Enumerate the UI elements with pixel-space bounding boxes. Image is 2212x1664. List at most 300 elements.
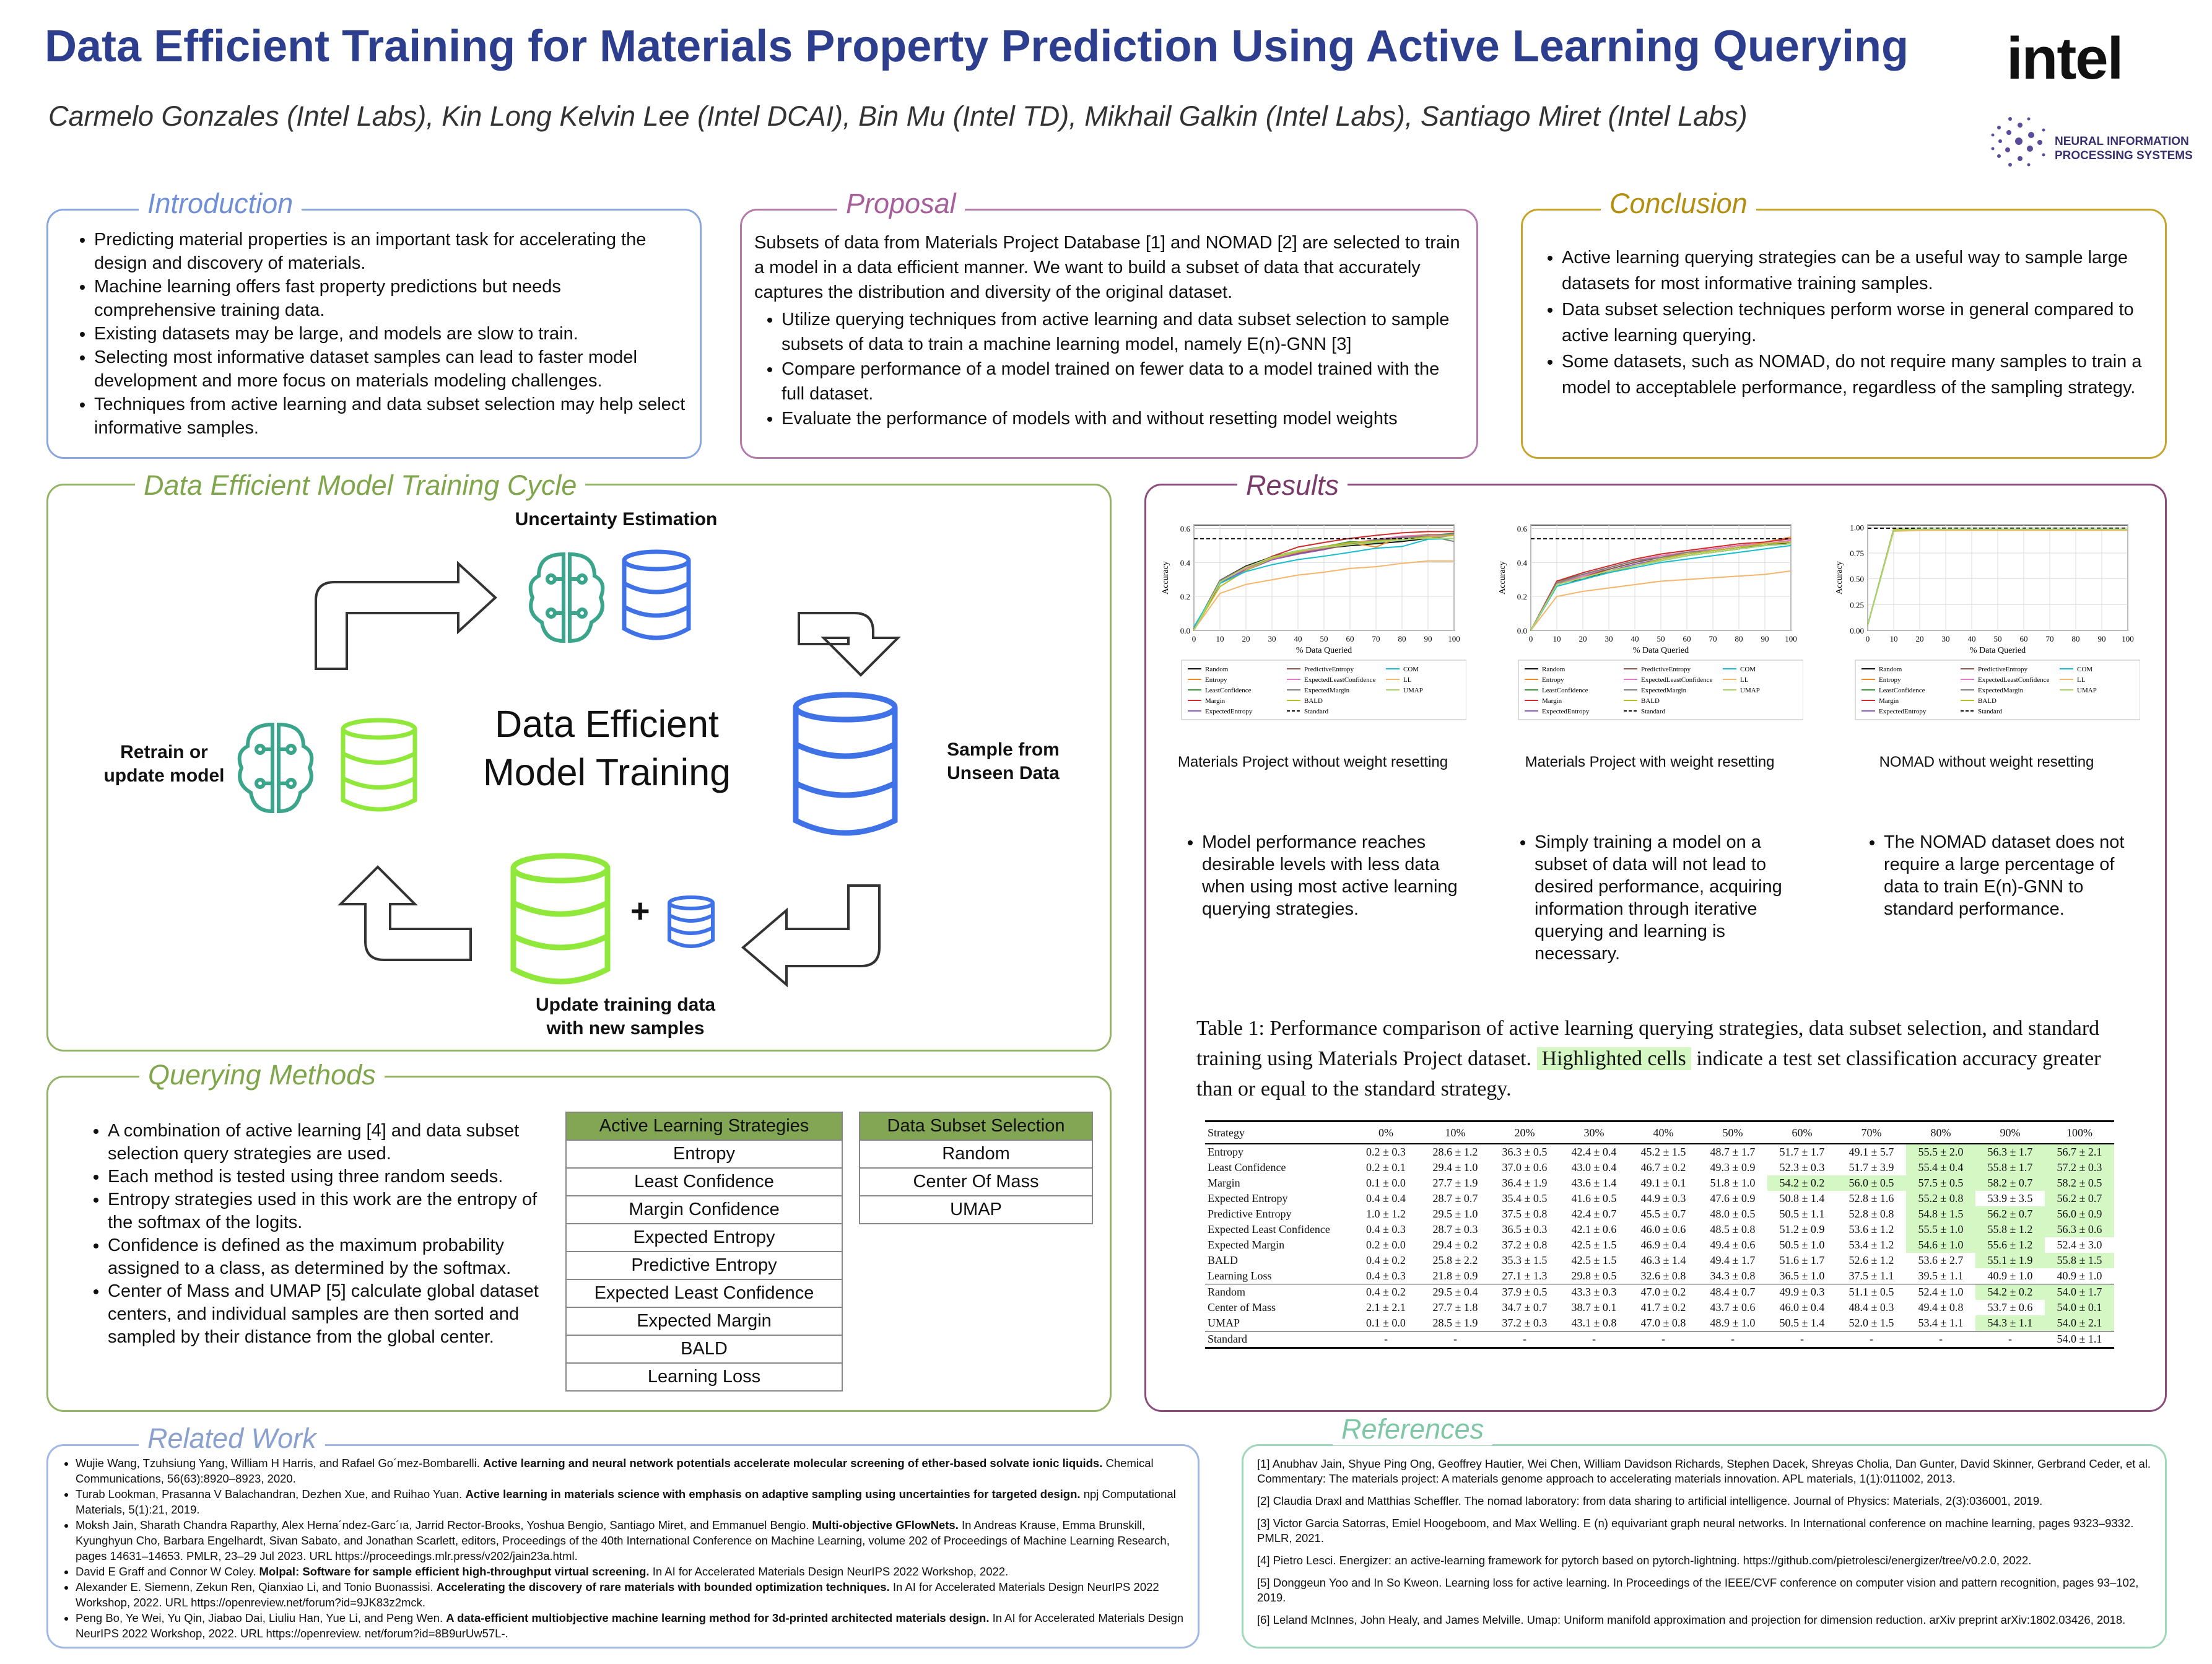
table-cell: 38.7 ± 0.1 xyxy=(1571,1301,1617,1313)
reference-item: [1] Anubhav Jain, Shyue Ping Ong, Geoffrey Hautier, Wei Chen, William Davidson Richards, Stephen Dacek, Shreyas Cholia, Dan Gunter, David Skinner, Gerbrand Ceder, et al. Commentary: The materials project: A materials genome approach to accelerating materials innovation. APL materials, 1(1):011002, 2013. xyxy=(1257,1457,2151,1485)
arrow-right-top-icon xyxy=(316,564,495,669)
legend-label: BALD xyxy=(1641,697,1660,705)
table-cell: 57.2 ± 0.3 xyxy=(2045,1160,2114,1175)
y-tick-label: 0.00 xyxy=(1850,626,1864,635)
table-cell: 58.2 ± 0.5 xyxy=(2045,1175,2114,1191)
x-tick-label: 40 xyxy=(1967,634,1976,643)
database-icon-blue-right xyxy=(796,695,895,833)
x-tick-label: 50 xyxy=(1320,634,1328,643)
reference-item: [4] Pietro Lesci. Energizer: an active-learning framework for pytorch based on pytorch-lightning. https://github.com/pietrolesci/energizer/tree/v0.2.0, 2022. xyxy=(1257,1554,2032,1567)
related-authors: Alexander E. Siemenn, Zekun Ren, Qianxiao Li, and Tonio Buonassisi. xyxy=(76,1580,433,1593)
conclusion-bullet-2: • Some datasets, such as NOMAD, do not require many samples to train a model to acceptablele performance, regardless of the sampling strategy. xyxy=(1562,349,2154,401)
table-cell: 42.4 ± 0.4 xyxy=(1571,1146,1617,1158)
x-tick-label: 60 xyxy=(1683,634,1691,643)
table-cell: - xyxy=(1975,1331,2045,1348)
chart-caption-2: Materials Project with weight resetting xyxy=(1525,754,1775,770)
table-cell: 50.8 ± 1.4 xyxy=(1779,1192,1825,1204)
conclusion-bullet-0: • Active learning querying strategies can be a useful way to sample large datasets for most informative training samples. xyxy=(1562,245,2154,297)
x-tick-label: 20 xyxy=(1915,634,1924,643)
table-cell: 53.4 ± 1.2 xyxy=(1848,1239,1894,1251)
table-cell: 1.0 ± 1.2 xyxy=(1366,1208,1406,1220)
legend-label: LeastConfidence xyxy=(1542,687,1588,694)
chart-materials-project-reset xyxy=(1494,513,1803,754)
table-cell: 56.3 ± 1.7 xyxy=(1975,1144,2045,1160)
table-cell: 37.5 ± 0.8 xyxy=(1502,1208,1548,1220)
table-cell: 0.2 ± 0.3 xyxy=(1366,1146,1406,1158)
table-cell: 45.5 ± 0.7 xyxy=(1640,1208,1686,1220)
table-cell: 53.7 ± 0.6 xyxy=(1987,1301,2033,1313)
cycle-bottom-label: Update training data with new samples xyxy=(535,995,716,1039)
related-venue: In AI for Accelerated Materials Design NeurIPS 2022 Workshop, 2022. URL https://openreview.net/forum?id=9JK83z2mck. xyxy=(76,1580,1159,1609)
table-cell: 51.7 ± 1.7 xyxy=(1779,1146,1825,1158)
table-cell: 49.1 ± 0.1 xyxy=(1640,1177,1686,1189)
table-cell: 48.0 ± 0.5 xyxy=(1710,1208,1756,1220)
table-row-label: UMAP xyxy=(1208,1317,1240,1329)
table-cell: 52.3 ± 0.3 xyxy=(1779,1161,1825,1174)
y-tick-label: 0.25 xyxy=(1850,600,1864,610)
table-cell: 48.7 ± 1.7 xyxy=(1710,1146,1756,1158)
table-cell: 34.7 ± 0.7 xyxy=(1502,1301,1548,1313)
x-tick-label: 100 xyxy=(1448,634,1460,643)
poster-title: Data Efficient Training for Materials Property Prediction Using Active Learning Querying xyxy=(45,22,1909,71)
table-cell: 37.9 ± 0.5 xyxy=(1490,1284,1559,1300)
legend-label: PredictiveEntropy xyxy=(1304,666,1354,673)
al-strategy-item: Predictive Entropy xyxy=(566,1252,842,1279)
table-cell: 54.2 ± 0.2 xyxy=(1767,1175,1837,1191)
table-row xyxy=(1205,1144,2114,1160)
legend-label: LL xyxy=(2077,676,2086,684)
table-cell: 28.7 ± 0.3 xyxy=(1432,1223,1478,1235)
table-row xyxy=(1205,1268,2114,1284)
table-row xyxy=(1205,1315,2114,1331)
table-cell: 40.9 ± 1.0 xyxy=(2057,1270,2102,1282)
table-cell: 56.0 ± 0.9 xyxy=(2045,1206,2114,1222)
table-cell: 27.1 ± 1.3 xyxy=(1502,1270,1548,1282)
table-row-label: Standard xyxy=(1205,1331,1351,1348)
querying-bullet-4: • Center of Mass and UMAP [5] calculate global dataset centers, and individual samples are then sorted and sampled by their distance from the global center. xyxy=(108,1280,564,1349)
table-cell: 54.8 ± 1.5 xyxy=(1906,1206,1975,1222)
table-cell: 0.4 ± 0.3 xyxy=(1366,1270,1406,1282)
table-cell: 47.6 ± 0.9 xyxy=(1710,1192,1756,1204)
al-strategy-item: Margin Confidence xyxy=(566,1196,842,1224)
y-tick-label: 0.4 xyxy=(1517,558,1527,568)
table-cell: 35.3 ± 1.5 xyxy=(1502,1254,1548,1266)
legend-label: Entropy xyxy=(1542,676,1564,684)
table-cell: - xyxy=(1906,1331,1975,1348)
table-cell: 49.4 ± 0.8 xyxy=(1918,1301,1964,1313)
chart-nomad-no-reset xyxy=(1831,513,2140,754)
table-row-label: Expected Least Confidence xyxy=(1208,1223,1330,1235)
related-work-title: Related Work xyxy=(139,1422,325,1455)
table-cell: 55.8 ± 1.5 xyxy=(2045,1253,2114,1268)
table-cell: 0.4 ± 0.2 xyxy=(1366,1254,1406,1266)
table-cell: 28.6 ± 1.2 xyxy=(1432,1146,1478,1158)
brain-icon-left xyxy=(240,725,312,811)
reference-item: [2] Claudia Draxl and Matthias Scheffler. The nomad laboratory: from data sharing to artificial intelligence. Journal of Physics: Materials, 2(3):036001, 2019. xyxy=(1257,1494,2043,1507)
results-bullet-1: • Model performance reaches desirable levels with less data when using most active learning querying strategies. xyxy=(1173,831,1465,920)
table-cell: 52.8 ± 1.6 xyxy=(1848,1192,1894,1204)
table-cell: 49.9 ± 0.3 xyxy=(1767,1284,1837,1300)
legend-label: ExpectedEntropy xyxy=(1205,708,1253,715)
proposal-text xyxy=(754,230,1466,431)
table-header-cell: 20% xyxy=(1490,1122,1559,1144)
y-axis-label: Accuracy xyxy=(1835,561,1844,595)
x-tick-label: 20 xyxy=(1242,634,1250,643)
legend-label: ExpectedEntropy xyxy=(1542,708,1590,715)
legend-label: Standard xyxy=(1641,708,1666,715)
related-title: Molpal: Software for sample efficient high-throughput virtual screening. xyxy=(259,1565,650,1578)
cycle-plus-sign: + xyxy=(630,892,650,930)
table-cell: - xyxy=(1837,1331,1906,1348)
results-title: Results xyxy=(1237,469,1348,502)
table-cell: 39.5 ± 1.1 xyxy=(1918,1270,1964,1282)
legend-label: BALD xyxy=(1978,697,1996,705)
legend-label: Random xyxy=(1205,666,1229,673)
table-cell: - xyxy=(1351,1331,1421,1348)
table-row-label: Predictive Entropy xyxy=(1208,1208,1292,1220)
x-axis-label: % Data Queried xyxy=(1295,646,1352,655)
table-header-cell: 0% xyxy=(1351,1122,1421,1144)
training-cycle-title: Data Efficient Model Training Cycle xyxy=(135,469,585,502)
table-cell: 47.0 ± 0.8 xyxy=(1640,1317,1686,1329)
x-tick-label: 90 xyxy=(1761,634,1769,643)
table-cell: 40.9 ± 1.0 xyxy=(1987,1270,2033,1282)
table-cell: 37.2 ± 0.3 xyxy=(1502,1317,1548,1329)
table-cell: 54.3 ± 1.1 xyxy=(1975,1315,2045,1331)
legend-label: ExpectedLeastConfidence xyxy=(1978,676,2050,684)
table-row-label: Least Confidence xyxy=(1208,1161,1286,1174)
table-row-label: Expected Entropy xyxy=(1208,1192,1288,1204)
cycle-left-label: Retrain or update model xyxy=(103,742,225,786)
x-tick-label: 20 xyxy=(1578,634,1587,643)
x-tick-label: 100 xyxy=(2122,634,2134,643)
table-cell: 41.7 ± 0.2 xyxy=(1640,1301,1686,1313)
table-cell: 55.5 ± 2.0 xyxy=(1906,1144,1975,1160)
al-strategy-item: Expected Least Confidence xyxy=(566,1279,842,1307)
table-cell: 43.6 ± 1.4 xyxy=(1571,1177,1617,1189)
author-list: Carmelo Gonzales (Intel Labs), Kin Long Kelvin Lee (Intel DCAI), Bin Mu (Intel TD), Mikhail Galkin (Intel Labs), Santiago Miret (Intel Labs) xyxy=(48,100,1748,132)
table-cell: 48.4 ± 0.7 xyxy=(1698,1284,1767,1300)
table-cell: 55.6 ± 1.2 xyxy=(1975,1237,2045,1253)
legend-label: ExpectedMargin xyxy=(1641,687,1687,694)
intro-bullet-0: • Predicting material properties is an important task for accelerating the design and discovery of materials. xyxy=(94,228,686,275)
arrow-down-right-icon xyxy=(799,613,898,675)
legend-label: LeastConfidence xyxy=(1205,687,1252,694)
table-row xyxy=(1205,1191,2114,1206)
x-axis-label: % Data Queried xyxy=(1969,646,2026,655)
table-cell: 36.3 ± 0.5 xyxy=(1502,1146,1548,1158)
related-work-item xyxy=(76,1455,1190,1486)
related-venue: In Andreas Krause, Emma Brunskill, Kyunghyun Cho, Barbara Engelhardt, Sivan Sabato, and Jonathan Scarlett, editors, Proceedings of the 40th International Conference on Machine Learning, volume 202 of Proceedings of Machine Learning Research, pages 14631–14653. PMLR, 23–29 Jul 2023. URL https://proceedings.mlr.press/v202/jain23a.html. xyxy=(76,1518,1170,1562)
table-cell: 52.6 ± 1.2 xyxy=(1848,1254,1894,1266)
related-venue: In AI for Accelerated Materials Design NeurIPS 2022 Workshop, 2022. xyxy=(652,1565,1009,1578)
legend-label: Margin xyxy=(1542,697,1562,705)
related-work-item xyxy=(76,1517,1190,1564)
y-tick-label: 0.2 xyxy=(1517,592,1527,602)
table-cell: 49.4 ± 0.6 xyxy=(1710,1239,1756,1251)
x-tick-label: 70 xyxy=(1709,634,1717,643)
references-list xyxy=(1257,1457,2155,1635)
related-title: Active learning and neural network potentials accelerate molecular screening of ether-based solvate ionic liquids. xyxy=(483,1457,1103,1470)
table-cell: 47.0 ± 0.2 xyxy=(1629,1284,1698,1300)
table-cell: 2.1 ± 2.1 xyxy=(1366,1301,1406,1313)
x-tick-label: 40 xyxy=(1294,634,1302,643)
table-cell: 42.5 ± 1.5 xyxy=(1571,1254,1617,1266)
y-axis-label: Accuracy xyxy=(1498,561,1507,595)
querying-title: Querying Methods xyxy=(139,1059,385,1091)
table-cell: 50.5 ± 1.1 xyxy=(1779,1208,1825,1220)
x-tick-label: 60 xyxy=(1346,634,1354,643)
table-cell: 53.6 ± 1.2 xyxy=(1848,1223,1894,1235)
database-icon-blue-small xyxy=(669,897,713,946)
ds-strategy-item: Random xyxy=(860,1140,1092,1168)
table-cell: 55.8 ± 1.2 xyxy=(1975,1222,2045,1237)
table-cell: 29.4 ± 0.2 xyxy=(1432,1239,1478,1251)
table-cell: 46.7 ± 0.2 xyxy=(1640,1161,1686,1174)
table-cell: 43.0 ± 0.4 xyxy=(1571,1161,1617,1174)
querying-bullet-0: • A combination of active learning [4] and data subset selection query strategies are used. xyxy=(108,1120,564,1165)
querying-bullet-2: • Entropy strategies used in this work are the entropy of the softmax of the logits. xyxy=(108,1188,564,1234)
table-cell: 58.2 ± 0.7 xyxy=(1975,1175,2045,1191)
related-venue: In AI for Accelerated Materials Design NeurIPS 2022 Workshop, 2022. URL https://openreview. net/forum?id=8B9urUw57L-. xyxy=(76,1611,1184,1640)
related-authors: Wujie Wang, Tzuhsiung Yang, William H Harris, and Rafael Go´mez-Bombarelli. xyxy=(76,1457,480,1470)
table-cell: 44.9 ± 0.3 xyxy=(1640,1192,1686,1204)
proposal-bullet-1: • Compare performance of a model trained on fewer data to a model trained with the full dataset. xyxy=(782,357,1466,406)
x-tick-label: 0 xyxy=(1191,634,1196,643)
table-row-label: Margin xyxy=(1208,1177,1240,1189)
results-table xyxy=(1205,1120,2114,1349)
related-work-item xyxy=(76,1579,1190,1610)
related-title: Accelerating the discovery of rare materials with bounded optimization techniques. xyxy=(436,1580,890,1593)
table-cell: - xyxy=(1421,1331,1490,1348)
table-cell: 54.6 ± 1.0 xyxy=(1906,1237,1975,1253)
table-cell: 51.1 ± 0.5 xyxy=(1837,1284,1906,1300)
proposal-bullet-0: • Utilize querying techniques from active learning and data subset selection to sample subsets of data to train a machine learning model, namely E(n)-GNN [3] xyxy=(782,307,1466,357)
intel-logo: intel xyxy=(2006,25,2123,92)
table-header-cell: Strategy xyxy=(1205,1122,1351,1144)
results-bullet-3: • The NOMAD dataset does not require a large percentage of data to train E(n)-GNN to standard performance. xyxy=(1855,831,2128,920)
legend-label: COM xyxy=(1403,666,1419,673)
x-tick-label: 0 xyxy=(1865,634,1870,643)
active-learning-table xyxy=(565,1112,843,1392)
table-cell: 48.4 ± 0.3 xyxy=(1848,1301,1894,1313)
proposal-bullet-2: • Evaluate the performance of models with and without resetting model weights xyxy=(782,406,1466,431)
x-tick-label: 80 xyxy=(1735,634,1743,643)
table-cell: 53.4 ± 1.1 xyxy=(1918,1317,1964,1329)
legend-label: LeastConfidence xyxy=(1879,687,1925,694)
x-tick-label: 0 xyxy=(1528,634,1533,643)
table-cell: 54.0 ± 1.7 xyxy=(2045,1284,2114,1300)
table-row-label: Center of Mass xyxy=(1208,1301,1276,1313)
table-cell: - xyxy=(1559,1331,1629,1348)
x-tick-label: 10 xyxy=(1552,634,1561,643)
table-cell: 55.8 ± 1.7 xyxy=(1975,1160,2045,1175)
related-work-item xyxy=(76,1486,1190,1517)
data-subset-table xyxy=(859,1112,1093,1224)
table-cell: - xyxy=(1698,1331,1767,1348)
intro-bullet-3: • Selecting most informative dataset samples can lead to faster model development and more focus on materials modeling challenges. xyxy=(94,346,686,393)
table-header-cell: 50% xyxy=(1698,1122,1767,1144)
table-header-cell: 80% xyxy=(1906,1122,1975,1144)
table-row-label: BALD xyxy=(1208,1254,1238,1266)
legend-label: PredictiveEntropy xyxy=(1641,666,1691,673)
table-header-cell: 10% xyxy=(1421,1122,1490,1144)
cycle-center-label: Data Efficient Model Training xyxy=(482,703,731,793)
table-cell: 42.5 ± 1.5 xyxy=(1571,1239,1617,1251)
table-cell: 28.7 ± 0.7 xyxy=(1432,1192,1478,1204)
table-cell: 53.6 ± 2.7 xyxy=(1918,1254,1964,1266)
y-tick-label: 0.2 xyxy=(1180,592,1190,602)
legend-label: ExpectedLeastConfidence xyxy=(1641,676,1713,684)
chart-caption-1: Materials Project without weight resetting xyxy=(1177,754,1448,770)
ds-strategy-item: Center Of Mass xyxy=(860,1168,1092,1196)
legend-label: Standard xyxy=(1978,708,2003,715)
table-header-cell: 30% xyxy=(1559,1122,1629,1144)
table-row-label: Entropy xyxy=(1208,1146,1243,1158)
related-work-item xyxy=(76,1564,1190,1579)
legend-label: UMAP xyxy=(1740,687,1760,694)
table-cell: 36.5 ± 1.0 xyxy=(1779,1270,1825,1282)
table-cell: 0.1 ± 0.0 xyxy=(1366,1177,1406,1189)
al-strategy-item: BALD xyxy=(566,1335,842,1363)
related-title: A data-efficient multiobjective machine learning method for 3d-printed architected materials design. xyxy=(446,1611,990,1624)
table-cell: 32.6 ± 0.8 xyxy=(1640,1270,1686,1282)
related-work-list xyxy=(57,1455,1190,1641)
reference-item: [3] Victor Garcia Satorras, Emiel Hoogeboom, and Max Welling. E (n) equivariant graph neural networks. In International conference on machine learning, pages 9323–9332. PMLR, 2021. xyxy=(1257,1517,2134,1544)
legend-label: Entropy xyxy=(1879,676,1901,684)
related-authors: Turab Lookman, Prasanna V Balachandran, Dezhen Xue, and Ruihao Yuan. xyxy=(76,1488,463,1501)
al-strategy-item: Entropy xyxy=(566,1140,842,1168)
table-row xyxy=(1205,1253,2114,1268)
table-cell: 56.3 ± 0.6 xyxy=(2045,1222,2114,1237)
proposal-lead: Subsets of data from Materials Project Database [1] and NOMAD [2] are selected to train a model in a data efficient manner. We want to build a subset of data that accurately captures the distribution and diversity of the original dataset. xyxy=(754,233,1460,302)
x-tick-label: 30 xyxy=(1268,634,1276,643)
related-authors: David E Graff and Connor W Coley. xyxy=(76,1565,256,1578)
table-cell: 52.4 ± 1.0 xyxy=(1906,1284,1975,1300)
table-header-cell: 100% xyxy=(2045,1122,2114,1144)
table-cell: 0.4 ± 0.3 xyxy=(1366,1223,1406,1235)
table-cell: 0.4 ± 0.4 xyxy=(1366,1192,1406,1204)
table-cell: 0.2 ± 0.1 xyxy=(1366,1161,1406,1174)
database-icon-blue-top xyxy=(624,552,689,638)
legend-label: COM xyxy=(2077,666,2093,673)
table-cell: 0.4 ± 0.2 xyxy=(1351,1284,1421,1300)
table-cell: 56.2 ± 0.7 xyxy=(1975,1206,2045,1222)
table-cell: 43.3 ± 0.3 xyxy=(1559,1284,1629,1300)
table-cell: 25.8 ± 2.2 xyxy=(1432,1254,1478,1266)
table-header-cell: 60% xyxy=(1767,1122,1837,1144)
table-cell: 29.4 ± 1.0 xyxy=(1432,1161,1478,1174)
y-tick-label: 0.6 xyxy=(1180,524,1190,534)
table-cell: - xyxy=(1490,1331,1559,1348)
table-cell: 0.1 ± 0.0 xyxy=(1366,1317,1406,1329)
table-row xyxy=(1205,1175,2114,1191)
related-work-item xyxy=(76,1610,1190,1641)
database-icon-green-bottom xyxy=(513,856,607,982)
legend-label: ExpectedEntropy xyxy=(1879,708,1927,715)
related-title: Multi-objective GFlowNets. xyxy=(812,1518,959,1531)
table-cell: 37.0 ± 0.6 xyxy=(1502,1161,1548,1174)
y-tick-label: 0.6 xyxy=(1517,524,1527,534)
table-cell: 46.0 ± 0.4 xyxy=(1779,1301,1825,1313)
table-cell: 49.3 ± 0.9 xyxy=(1710,1161,1756,1174)
table-row xyxy=(1205,1160,2114,1175)
table-cell: 54.2 ± 0.2 xyxy=(1975,1284,2045,1300)
table-cell: 27.7 ± 1.8 xyxy=(1432,1301,1478,1313)
table-cell: 55.2 ± 0.8 xyxy=(1906,1191,1975,1206)
legend-label: Margin xyxy=(1205,697,1226,705)
table-cell: 52.8 ± 0.8 xyxy=(1848,1208,1894,1220)
x-tick-label: 90 xyxy=(1424,634,1432,643)
arrow-up-left-icon xyxy=(341,867,471,960)
y-axis-label: Accuracy xyxy=(1161,561,1170,595)
table-cell: 21.8 ± 0.9 xyxy=(1432,1270,1478,1282)
table-cell: 51.6 ± 1.7 xyxy=(1779,1254,1825,1266)
x-tick-label: 80 xyxy=(2071,634,2080,643)
legend-label: Entropy xyxy=(1205,676,1227,684)
table-cell: 53.9 ± 3.5 xyxy=(1987,1192,2033,1204)
y-tick-label: 1.00 xyxy=(1850,523,1864,533)
y-tick-label: 0.0 xyxy=(1180,626,1190,635)
chart-caption-3: NOMAD without weight resetting xyxy=(1879,754,2094,770)
legend-label: Random xyxy=(1879,666,1902,673)
table-row-label: Expected Margin xyxy=(1208,1239,1285,1251)
table-cell: 48.5 ± 0.8 xyxy=(1710,1223,1756,1235)
table-row xyxy=(1205,1222,2114,1237)
reference-item: [5] Donggeun Yoo and In So Kweon. Learning loss for active learning. In Proceedings of the IEEE/CVF conference on computer vision and pattern recognition, pages 93–102, 2019. xyxy=(1257,1576,2139,1604)
table-header-cell: 70% xyxy=(1837,1122,1906,1144)
related-venue: Chemical Communications, 56(63):8920–8923, 2020. xyxy=(76,1457,1154,1485)
table-cell: 43.7 ± 0.6 xyxy=(1710,1301,1756,1313)
reference-item: [6] Leland McInnes, John Healy, and James Melville. Umap: Uniform manifold approximation and projection for dimension reduction. arXiv preprint arXiv:1802.03426, 2018. xyxy=(1257,1613,2126,1626)
table-row xyxy=(1205,1300,2114,1315)
table-cell: - xyxy=(1767,1331,1837,1348)
table-caption: Table 1: Performance comparison of active learning querying strategies, data subset selection, and standard training using Materials Project dataset. Highlighted cells indicate a test set classification accuracy greater than or equal to the standard strategy. xyxy=(1196,1017,2101,1100)
table-row-label: Learning Loss xyxy=(1208,1270,1272,1282)
table-cell: 36.4 ± 1.9 xyxy=(1502,1177,1548,1189)
x-tick-label: 90 xyxy=(2097,634,2106,643)
table-cell: 56.7 ± 2.1 xyxy=(2045,1144,2114,1160)
table-cell: 29.5 ± 0.4 xyxy=(1421,1284,1490,1300)
legend-label: Margin xyxy=(1879,697,1899,705)
x-tick-label: 60 xyxy=(2019,634,2028,643)
table-cell: 54.0 ± 0.1 xyxy=(2045,1300,2114,1315)
results-bullet-2: • Simply training a model on a subset of data will not lead to desired performance, acquiring information through iterative querying and learning is necessary. xyxy=(1506,831,1803,965)
legend-label: Random xyxy=(1542,666,1565,673)
table-cell: 56.2 ± 0.7 xyxy=(2045,1191,2114,1206)
brain-icon-top xyxy=(531,554,603,641)
cycle-right-label: Sample from Unseen Data xyxy=(947,739,1060,783)
table-cell: 49.4 ± 1.7 xyxy=(1710,1254,1756,1266)
table-cell: 34.3 ± 0.8 xyxy=(1710,1270,1756,1282)
related-authors: Peng Bo, Ye Wei, Yu Qin, Jiabao Dai, Liuliu Han, Yue Li, and Peng Wen. xyxy=(76,1611,443,1624)
legend-label: ExpectedMargin xyxy=(1304,687,1350,694)
table-row xyxy=(1205,1237,2114,1253)
intro-bullet-4: • Techniques from active learning and data subset selection may help select informative samples. xyxy=(94,393,686,440)
table-cell: 45.2 ± 1.5 xyxy=(1640,1146,1686,1158)
conclusion-bullet-1: • Data subset selection techniques perform worse in general compared to active learning querying. xyxy=(1562,297,2154,349)
legend-label: Standard xyxy=(1304,708,1329,715)
table-cell: 56.0 ± 0.5 xyxy=(1837,1175,1906,1191)
table-cell: 54.0 ± 2.1 xyxy=(2045,1315,2114,1331)
table-cell: 28.5 ± 1.9 xyxy=(1432,1317,1478,1329)
table-cell: 51.2 ± 0.9 xyxy=(1779,1223,1825,1235)
table-cell: 41.6 ± 0.5 xyxy=(1571,1192,1617,1204)
ds-strategy-header: Data Subset Selection xyxy=(860,1112,1092,1140)
table-cell: 29.8 ± 0.5 xyxy=(1571,1270,1617,1282)
table-cell: 51.7 ± 3.9 xyxy=(1848,1161,1894,1174)
legend-label: LL xyxy=(1403,676,1412,684)
